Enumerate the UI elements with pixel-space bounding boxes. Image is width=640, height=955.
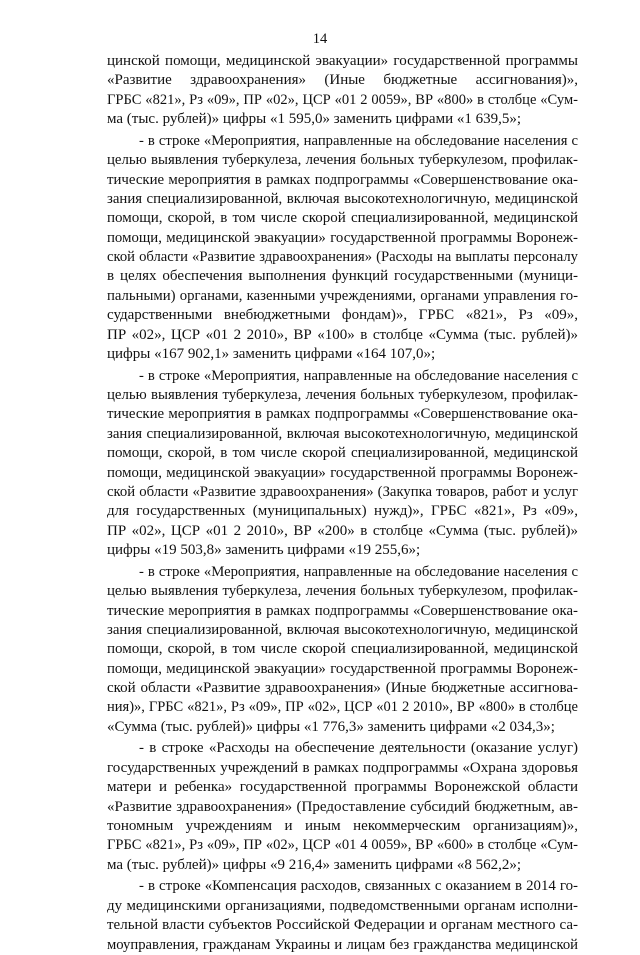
text-line: помощи, скорой, в том числе скорой специализированной, медицинской (107, 641, 578, 658)
paragraph (107, 739, 578, 875)
text-line: - в строке «Мероприятия, направленные на обследование населения с (139, 367, 578, 384)
text-line: цифры «167 902,1» заменить цифрами «164 107,0»; (107, 346, 436, 363)
text-line: - в строке «Мероприятия, направленные на обследование населения с (139, 563, 578, 580)
text-line: целью выявления туберкулеза, лечения больных туберкулезом, профилак- (107, 583, 578, 600)
text-line: моуправления, гражданам Украины и лицам без гражданства медицинской (107, 936, 578, 953)
text-line: для государственных (муниципальных) нужд)», ГРБС «821», Рз «09», (107, 503, 578, 520)
paragraph (107, 132, 578, 365)
text-line: матери и ребенка» государственной программы Воронежской области (107, 779, 578, 796)
text-line: ду медицинскими организациями, подведомственными органам исполни- (107, 897, 578, 914)
text-line: ПР «02», ЦСР «01 2 2010», ВР «100» в столбце «Сумма (тыс. рублей)» (107, 326, 578, 343)
text-line: ма (тыс. рублей)» цифры «9 216,4» заменить цифрами «8 562,2»; (107, 856, 522, 873)
text-line: - в строке «Мероприятия, направленные на обследование населения с (139, 132, 578, 149)
text-line: пальными) органами, казенными учреждениями, органами управления го- (107, 287, 578, 304)
text-line: ния)», ГРБС «821», Рз «09», ПР «02», ЦСР «01 2 2010», ВР «800» в столбце (107, 699, 578, 716)
text-line: помощи, медицинской эвакуации» государственной программы Воронеж- (107, 229, 578, 246)
text-line: «Сумма (тыс. рублей)» цифры «1 776,3» заменить цифрами «2 034,3»; (107, 718, 555, 735)
text-line: ской области «Развитие здравоохранения» (Закупка товаров, работ и услуг (107, 483, 578, 500)
paragraph (107, 52, 578, 130)
text-line: помощи, скорой, в том числе скорой специализированной, медицинской (107, 210, 578, 227)
text-line: тономным учреждениям и иным некоммерческим организациям)», (107, 817, 578, 834)
text-line: целью выявления туберкулеза, лечения больных туберкулезом, профилак- (107, 152, 578, 169)
text-line: «Развитие здравоохранения» (Иные бюджетные ассигнования)», (107, 72, 578, 89)
text-line: зания специализированной, включая высокотехнологичную, медицинской (107, 425, 578, 442)
text-line: тические мероприятия в рамках подпрограммы «Совершенствование ока- (107, 171, 578, 188)
text-line: цинской помощи, медицинской эвакуации» государственной программы (107, 53, 578, 69)
text-line: «Развитие здравоохранения» (Предоставление субсидий бюджетным, ав- (107, 798, 578, 815)
text-line: помощи, медицинской эвакуации» государственной программы Воронеж- (107, 660, 578, 677)
text-line: ГРБС «821», Рз «09», ПР «02», ЦСР «01 2 0059», ВР «800» в столбце «Сум- (107, 91, 578, 108)
text-line: зания специализированной, включая высокотехнологичную, медицинской (107, 621, 578, 638)
page-number: 14 (312, 31, 328, 47)
text-line: тельной власти субъектов Российской Федерации и органам местного са- (107, 917, 578, 934)
text-line: сударственными внебюджетными фондам)», ГРБС «821», Рз «09», (107, 307, 578, 324)
text-line: ПР «02», ЦСР «01 2 2010», ВР «200» в столбце «Сумма (тыс. рублей)» (107, 522, 578, 539)
paragraph (107, 563, 578, 738)
text-line: ской области «Развитие здравоохранения» (Иные бюджетные ассигнова- (107, 680, 578, 697)
text-line: тические мероприятия в рамках подпрограммы «Совершенствование ока- (107, 602, 578, 619)
text-line: - в строке «Компенсация расходов, связанных с оказанием в 2014 го- (139, 878, 578, 895)
text-line: тические мероприятия в рамках подпрограммы «Совершенствование ока- (107, 406, 578, 423)
text-line: государственных учреждений в рамках подпрограммы «Охрана здоровья (107, 759, 578, 776)
text-line: зания специализированной, включая высокотехнологичную, медицинской (107, 190, 578, 207)
text-line: ГРБС «821», Рз «09», ПР «02», ЦСР «01 4 0059», ВР «600» в столбце «Сум- (107, 837, 578, 854)
text-line: - в строке «Расходы на обеспечение деятельности (оказание услуг) (139, 740, 578, 757)
text-line: ской области «Развитие здравоохранения» (Расходы на выплаты персоналу (107, 249, 578, 266)
text-line: в целях обеспечения выполнения функций государственными (муници- (107, 268, 578, 285)
paragraph (107, 367, 578, 561)
paragraph (107, 877, 578, 955)
document-body (107, 52, 578, 955)
text-line: целью выявления туберкулеза, лечения больных туберкулезом, профилак- (107, 387, 578, 404)
text-line: ма (тыс. рублей)» цифры «1 595,0» заменить цифрами «1 639,5»; (107, 111, 522, 128)
text-line: помощи, медицинской эвакуации» государственной программы Воронеж- (107, 464, 578, 481)
text-line: цифры «19 503,8» заменить цифрами «19 255,6»; (107, 542, 421, 559)
text-line: помощи, скорой, в том числе скорой специализированной, медицинской (107, 445, 578, 462)
